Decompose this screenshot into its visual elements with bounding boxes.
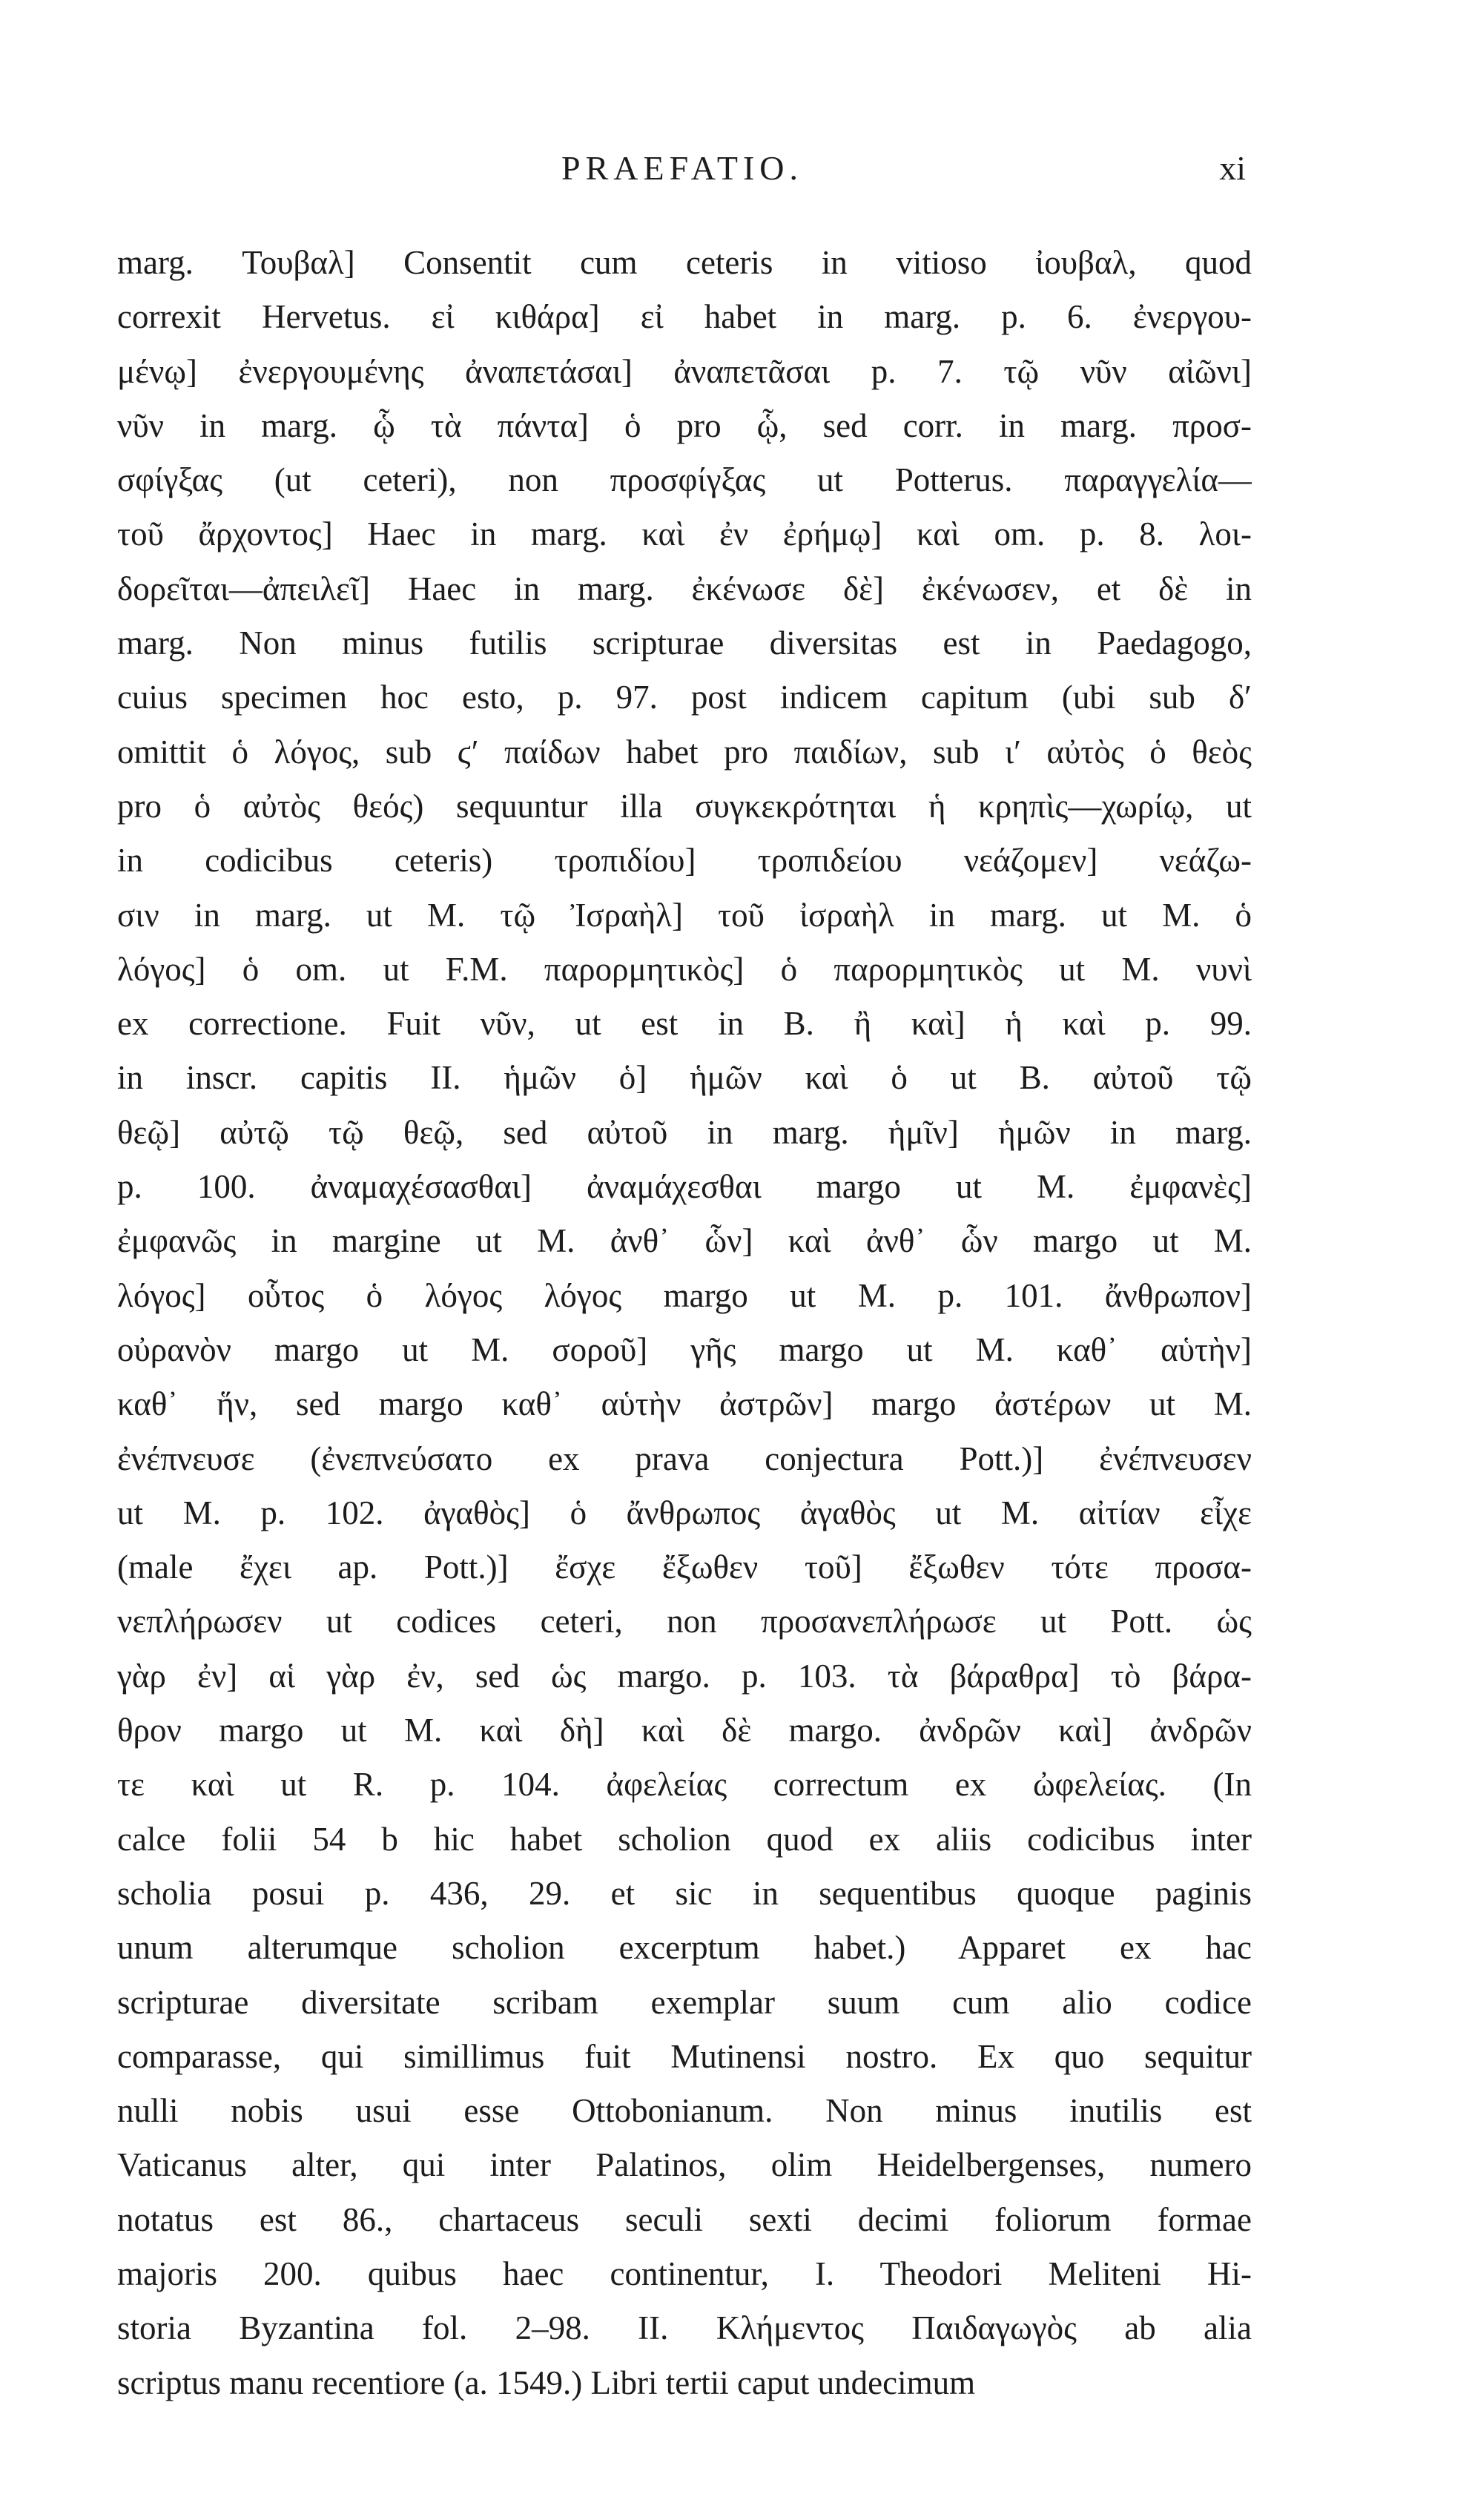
page-number: xi — [1219, 149, 1246, 187]
text-line: νῦν in marg. ᾧ τὰ πάντα] ὁ pro ᾧ, sed corr. in marg. προσ- — [117, 406, 1252, 444]
text-line: λόγος] ὁ om. ut F.M. παρορμητικὸς] ὁ παρορμητικὸς ut M. νυνὶ — [117, 950, 1252, 988]
text-line: ἐνέπνευσε (ἐνεπνεύσατο ex prava conjectura Pott.)] ἐνέπνευσεν — [117, 1439, 1252, 1477]
text-line: ex correctione. Fuit νῦν, ut est in B. ἢ καὶ] ἡ καὶ p. 99. — [117, 1005, 1252, 1043]
text-line: scripturae diversitate scribam exemplar suum cum alio codice — [117, 1983, 1252, 2021]
text-line: calce folii 54 b hic habet scholion quod ex aliis codicibus inter — [117, 1820, 1252, 1858]
text-line: nulli nobis usui esse Ottobonianum. Non minus inutilis est — [117, 2092, 1252, 2130]
text-line: οὐρανὸν margo ut M. σοροῦ] γῆς margo ut M. καθ᾽ αὑτὴν] — [117, 1330, 1252, 1368]
text-line: storia Byzantina fol. 2–98. II. Κλήμεντος Παιδαγωγὸς ab alia — [117, 2309, 1252, 2347]
text-line: in codicibus ceteris) τροπιδίου] τροπιδείου νεάζομεν] νεάζω- — [117, 842, 1252, 880]
text-line: ἐμφανῶς in margine ut M. ἀνθ᾽ ὧν] καὶ ἀνθ᾽ ὧν margo ut M. — [117, 1222, 1252, 1260]
body-text — [117, 236, 1252, 2410]
text-line: marg. Τουβαλ] Consentit cum ceteris in vitioso ἰουβαλ, quod — [117, 244, 1252, 281]
text-line: τοῦ ἄρχοντος] Haec in marg. καὶ ἐν ἐρήμῳ] καὶ om. p. 8. λοι- — [117, 515, 1252, 553]
text-line: μένῳ] ἐνεργουμένης ἀναπετάσαι] ἀναπετᾶσαι p. 7. τῷ νῦν αἰῶνι] — [117, 352, 1252, 390]
text-line: pro ὁ αὐτὸς θεός) sequuntur illa συγκεκρότηται ἡ κρηπὶς—χωρίῳ, ut — [117, 787, 1252, 825]
text-line: comparasse, qui simillimus fuit Mutinensi nostro. Ex quo sequitur — [117, 2037, 1252, 2075]
page-header — [119, 148, 1246, 200]
text-line: majoris 200. quibus haec continentur, I. Theodori Meliteni Hi- — [117, 2255, 1252, 2292]
text-line: θρον margo ut M. καὶ δὴ] καὶ δὲ margo. ἀνδρῶν καὶ] ἀνδρῶν — [117, 1712, 1252, 1749]
text-line: notatus est 86., chartaceus seculi sexti decimi foliorum formae — [117, 2200, 1252, 2238]
text-line: cuius specimen hoc esto, p. 97. post indicem capitum (ubi sub δ′ — [117, 679, 1252, 716]
text-line: Vaticanus alter, qui inter Palatinos, olim Heidelbergenses, numero — [117, 2146, 1252, 2184]
text-line: δορεῖται—ἀπειλεῖ] Haec in marg. ἐκένωσε δὲ] ἐκένωσεν, et δὲ in — [117, 570, 1252, 607]
text-line: ut M. p. 102. ἀγαθὸς] ὁ ἄνθρωπος ἀγαθὸς ut M. αἰτίαν εἶχε — [117, 1494, 1252, 1531]
text-line: in inscr. capitis II. ἡμῶν ὁ] ἡμῶν καὶ ὁ ut B. αὐτοῦ τῷ — [117, 1059, 1252, 1097]
text-line: σιν in marg. ut M. τῷ Ἰσραὴλ] τοῦ ἰσραὴλ in marg. ut M. ὁ — [117, 896, 1252, 934]
text-line: correxit Hervetus. εἰ κιθάρα] εἰ habet in marg. p. 6. ἐνεργου- — [117, 298, 1252, 336]
text-line: νεπλήρωσεν ut codices ceteri, non προσανεπλήρωσε ut Pott. ὡς — [117, 1603, 1252, 1640]
text-line: omittit ὁ λόγος, sub ϛ′ παίδων habet pro παιδίων, sub ι′ αὐτὸς ὁ θεὸς — [117, 733, 1252, 771]
text-line: λόγος] οὗτος ὁ λόγος λόγος margo ut M. p. 101. ἄνθρωπον] — [117, 1276, 1252, 1314]
text-line: unum alterumque scholion excerptum habet.) Apparet ex hac — [117, 1929, 1252, 1967]
text-line: τε καὶ ut R. p. 104. ἀφελείας correctum ex ὠφελείας. (In — [117, 1766, 1252, 1804]
text-line: σφίγξας (ut ceteri), non προσφίγξας ut Potterus. παραγγελία— — [117, 461, 1252, 499]
text-line: marg. Non minus futilis scripturae diversitas est in Paedagogo, — [117, 624, 1252, 662]
text-line: (male ἔχει ap. Pott.)] ἔσχε ἔξωθεν τοῦ] ἔξωθεν τότε προσα- — [117, 1548, 1252, 1586]
text-line: θεῷ] αὐτῷ τῷ θεῷ, sed αὐτοῦ in marg. ἡμῖν] ἡμῶν in marg. — [117, 1113, 1252, 1151]
text-line: scriptus manu recentiore (a. 1549.) Libri tertii caput undecimum — [117, 2364, 976, 2401]
text-line: καθ᾽ ἥν, sed margo καθ᾽ αὑτὴν ἀστρῶν] margo ἀστέρων ut M. — [117, 1385, 1252, 1423]
text-line: p. 100. ἀναμαχέσασθαι] ἀναμάχεσθαι margo ut M. ἐμφανὲς] — [117, 1168, 1252, 1206]
text-line: scholia posui p. 436, 29. et sic in sequentibus quoque paginis — [117, 1874, 1252, 1912]
running-title: PRAEFATIO. — [561, 149, 803, 187]
text-line: γὰρ ἐν] αἱ γὰρ ἐν, sed ὡς margo. p. 103. τὰ βάραθρα] τὸ βάρα- — [117, 1657, 1252, 1695]
